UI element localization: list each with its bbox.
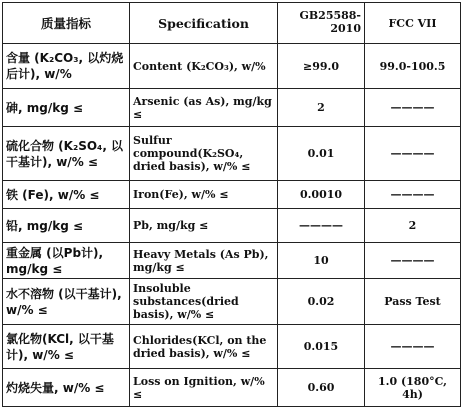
table-row <box>3 369 461 407</box>
spec-cell: Loss on Ignition, w/% ≤ <box>130 369 278 407</box>
table-row <box>3 44 461 89</box>
gb-value: 0.02 <box>278 279 365 325</box>
spec-cell: Chlorides(KCl, on the dried basis), w/% ≤ <box>130 325 278 369</box>
fcc-value: Pass Test <box>365 279 461 325</box>
table-row <box>3 209 461 243</box>
header-fcc: FCC VII <box>365 3 461 44</box>
gb-value: 10 <box>278 243 365 279</box>
item-cell: 含量 (K₂CO₃, 以灼烧后计), w/% <box>3 44 130 89</box>
item-cell: 氯化物(KCl, 以干基计), w/% ≤ <box>3 325 130 369</box>
table-row <box>3 279 461 325</box>
item-cell: 砷, mg/kg ≤ <box>3 89 130 127</box>
gb-value: ≥99.0 <box>278 44 365 89</box>
spec-cell: Content (K₂CO₃), w/% <box>130 44 278 89</box>
table-row <box>3 243 461 279</box>
table-row <box>3 325 461 369</box>
spec-cell: Insoluble substances(dried basis), w/% ≤ <box>130 279 278 325</box>
fcc-value: 2 <box>365 209 461 243</box>
spec-cell: Iron(Fe), w/% ≤ <box>130 181 278 209</box>
gb-value: 0.015 <box>278 325 365 369</box>
item-cell: 硫化合物 (K₂SO₄, 以干基计), w/% ≤ <box>3 127 130 181</box>
header-item: 质量指标 <box>3 3 130 44</box>
gb-value: 0.01 <box>278 127 365 181</box>
header-gb: GB25588-2010 <box>278 3 365 44</box>
item-cell: 铅, mg/kg ≤ <box>3 209 130 243</box>
fcc-value: ———— <box>365 243 461 279</box>
header-spec: Specification <box>130 3 278 44</box>
spec-cell: Heavy Metals (As Pb), mg/kg ≤ <box>130 243 278 279</box>
table-row <box>3 89 461 127</box>
spec-cell: Arsenic (as As), mg/kg ≤ <box>130 89 278 127</box>
fcc-value: ———— <box>365 127 461 181</box>
table-row <box>3 181 461 209</box>
fcc-value: ———— <box>365 89 461 127</box>
specification-table <box>2 2 461 407</box>
item-cell: 重金属 (以Pb计), mg/kg ≤ <box>3 243 130 279</box>
gb-value: 0.60 <box>278 369 365 407</box>
table-row <box>3 127 461 181</box>
fcc-value: ———— <box>365 325 461 369</box>
header-row <box>3 3 461 44</box>
gb-value: 2 <box>278 89 365 127</box>
fcc-value: 1.0 (180°C, 4h) <box>365 369 461 407</box>
gb-value: ———— <box>278 209 365 243</box>
item-cell: 灼烧失量, w/% ≤ <box>3 369 130 407</box>
fcc-value: 99.0-100.5 <box>365 44 461 89</box>
gb-value: 0.0010 <box>278 181 365 209</box>
item-cell: 铁 (Fe), w/% ≤ <box>3 181 130 209</box>
item-cell: 水不溶物 (以干基计), w/% ≤ <box>3 279 130 325</box>
spec-cell: Sulfur compound(K₂SO₄, dried basis), w/% ≤ <box>130 127 278 181</box>
spec-cell: Pb, mg/kg ≤ <box>130 209 278 243</box>
fcc-value: ———— <box>365 181 461 209</box>
